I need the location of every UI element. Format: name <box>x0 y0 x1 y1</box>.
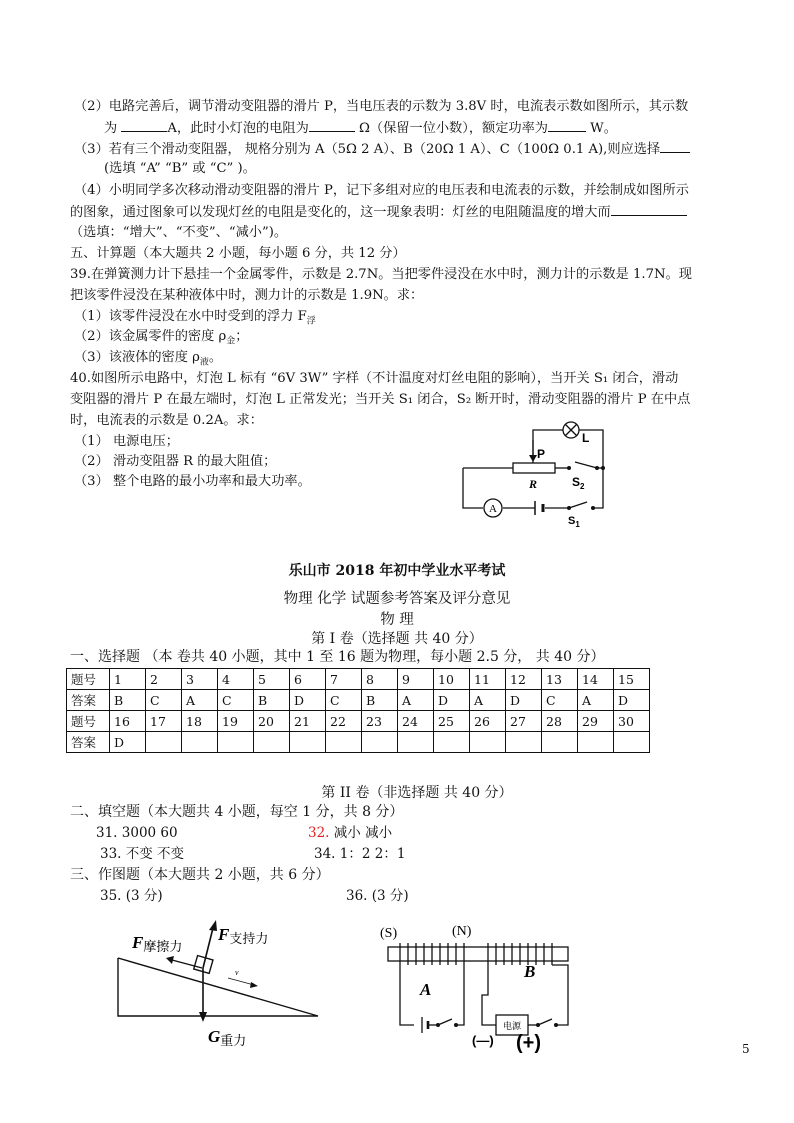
table-cell: 3 <box>182 669 218 690</box>
q38-part4-line3: （选填：“增大”、“不变”、“减小”)。 <box>70 225 288 240</box>
table-cell: 23 <box>362 711 398 732</box>
row-label: 答案 <box>67 690 110 711</box>
ammeter-icon <box>484 499 502 517</box>
q38-part4-line2: 的图象，通过图象可以发现灯丝的电阻是变化的，这一现象表明：灯丝的电阻随温度的增大而 <box>70 203 687 222</box>
table-cell: 13 <box>542 669 578 690</box>
q38-part3-line1: （3）若有三个滑动变阻器， 规格分别为 A（5Ω 2 A）、B（20Ω 1 A）、C（100Ω 0.1 A),则应选择 <box>74 140 690 159</box>
fig35-incline-diagram <box>110 918 330 1048</box>
svg-text:电源: 电源 <box>502 1022 522 1032</box>
table-cell <box>470 732 506 753</box>
volume2-heading: 第 II 卷（非选择题 共 40 分） <box>321 785 513 801</box>
table-cell: B <box>362 690 398 711</box>
table-cell <box>578 732 614 753</box>
table-cell <box>398 732 434 753</box>
table-cell: D <box>506 690 542 711</box>
answer-blank[interactable] <box>548 119 586 132</box>
table-row <box>67 711 650 732</box>
table-cell: 19 <box>218 711 254 732</box>
section5-heading: 五、计算题（本大题共 2 小题，每小题 6 分，共 12 分） <box>70 246 406 261</box>
q38-part3-line2: (选填 “A” “B” 或 “C” )。 <box>104 161 256 176</box>
svg-text:F支持力: F支持力 <box>218 925 269 946</box>
table-cell <box>182 732 218 753</box>
battery-icon <box>535 501 543 515</box>
answer-blank[interactable] <box>611 203 687 216</box>
table-cell: 10 <box>434 669 470 690</box>
answer-blank[interactable] <box>121 119 167 132</box>
svg-text:B: B <box>524 962 536 981</box>
table-cell: 11 <box>470 669 506 690</box>
q38-part2-line2: 为 A，此时小灯泡的电阻为 Ω（保留一位小数），额定功率为 W。 <box>104 121 617 136</box>
table-cell: 1 <box>110 669 146 690</box>
table-cell: 14 <box>578 669 614 690</box>
q40-sub2: （2） 滑动变阻器 R 的最大阻值； <box>74 454 277 469</box>
iron-core <box>388 947 568 961</box>
table-cell <box>506 732 542 753</box>
table-cell: C <box>326 690 362 711</box>
svg-text:G重力: G重力 <box>208 1027 247 1048</box>
rheostat-symbol <box>513 463 555 473</box>
svg-text:R: R <box>529 477 538 491</box>
lamp-icon <box>563 422 579 438</box>
table-cell <box>614 732 650 753</box>
table-row <box>67 732 650 753</box>
answer-31: 31. 3000 60 <box>96 825 178 841</box>
table-cell: C <box>218 690 254 711</box>
table-cell: 6 <box>290 669 326 690</box>
answer-table <box>66 668 650 753</box>
q39-sub3: （3）该液体的密度 $\rho_液$。 <box>74 350 223 368</box>
table-cell: C <box>146 690 182 711</box>
volume1-heading: 第 I 卷（选择题 共 40 分） <box>311 631 483 647</box>
svg-text:(—): (—) <box>472 1033 494 1048</box>
q40-sub1: （1） 电源电压； <box>74 434 179 449</box>
fig36-electromagnet-diagram <box>378 915 598 1055</box>
table-cell: 28 <box>542 711 578 732</box>
draw-heading: 三、作图题（本大题共 2 小题，共 6 分） <box>70 867 330 883</box>
svg-text:S1: $S_1$ <box>568 515 580 528</box>
answer-35: 35. (3 分) <box>100 888 163 904</box>
q40-line2: 变阻器的滑片 P 在最左端时，灯泡 L 正常发光；当开关 S₁ 闭合，S₂ 断开时，滑动变阻器的滑片 P 在中点 <box>70 392 691 407</box>
q38-part4-line1: （4）小明同学多次移动滑动变阻器的滑片 P，记下多组对应的电压表和电流表的示数，并绘制成如图所示 <box>74 183 689 198</box>
slider-arrow-icon <box>529 455 537 462</box>
answers-subtitle: 物理 化学 试题参考答案及评分意见 <box>283 591 511 607</box>
answer-34: 34. 1：2 2：1 <box>314 846 406 862</box>
svg-text:(N): (N) <box>452 924 472 939</box>
table-cell: 12 <box>506 669 542 690</box>
table-cell: 2 <box>146 669 182 690</box>
table-row <box>67 669 650 690</box>
answers-title: 乐山市 2018 年初中学业水平考试 <box>288 563 506 579</box>
row-label: 答案 <box>67 732 110 753</box>
svg-text:P: P <box>537 447 546 461</box>
table-cell: 29 <box>578 711 614 732</box>
svg-text:A: A <box>420 980 432 999</box>
table-cell: A <box>470 690 506 711</box>
table-cell <box>146 732 182 753</box>
svg-text:S2: $S_2$ <box>572 475 585 491</box>
table-cell: 21 <box>290 711 326 732</box>
table-cell: D <box>614 690 650 711</box>
table-cell: 26 <box>470 711 506 732</box>
table-cell: 15 <box>614 669 650 690</box>
table-cell: 27 <box>506 711 542 732</box>
svg-text:v: v <box>235 968 239 977</box>
table-cell: A <box>398 690 434 711</box>
table-cell <box>542 732 578 753</box>
table-cell: 7 <box>326 669 362 690</box>
q40-line1: 40.如图所示电路中，灯泡 L 标有 “6V 3W” 字样（不计温度对灯丝电阻的影响），当开关 S₁ 闭合，滑动 <box>70 371 679 386</box>
q39-line1: 39.在弹簧测力计下悬挂一个金属零件，示数是 2.7N。当把零件浸没在水中时，测力计的示数是 1.7N。现 <box>70 267 692 282</box>
answer-blank[interactable] <box>309 119 355 132</box>
table-cell: D <box>290 690 326 711</box>
table-cell: A <box>578 690 614 711</box>
table-cell: B <box>254 690 290 711</box>
table-cell: A <box>182 690 218 711</box>
row-label: 题号 <box>67 711 110 732</box>
table-cell: 24 <box>398 711 434 732</box>
table-cell: 17 <box>146 711 182 732</box>
q40-circuit-diagram <box>455 420 615 528</box>
table-cell <box>434 732 470 753</box>
table-cell: 5 <box>254 669 290 690</box>
fill-heading: 二、填空题（本大题共 4 小题，每空 1 分，共 8 分） <box>70 804 404 820</box>
svg-text:F摩擦力: F摩擦力 <box>132 933 183 954</box>
q39-line2: 把该零件浸没在某种液体中时，测力计的示数是 1.9N。求： <box>70 288 424 303</box>
table-cell: 9 <box>398 669 434 690</box>
table-cell <box>218 732 254 753</box>
q39-sub2: （2）该金属零件的密度 $\rho_金$； <box>74 329 249 347</box>
table-cell: 4 <box>218 669 254 690</box>
answer-blank[interactable] <box>660 140 690 153</box>
table-cell: C <box>542 690 578 711</box>
answer-33: 33. 不变 不变 <box>100 846 185 862</box>
table-cell: 16 <box>110 711 146 732</box>
page-number: 5 <box>742 1042 750 1056</box>
svg-text:(+): (+) <box>516 1032 541 1054</box>
table-cell <box>290 732 326 753</box>
table-cell: 30 <box>614 711 650 732</box>
table-cell: 22 <box>326 711 362 732</box>
table-cell: D <box>434 690 470 711</box>
mc-heading: 一、选择题 （本 卷共 40 小题，其中 1 至 16 题为物理，每小题 2.5 分， 共 40 分） <box>70 649 605 665</box>
table-cell: B <box>110 690 146 711</box>
q38-part2-line1: （2）电路完善后，调节滑动变阻器的滑片 P，当电压表的示数为 3.8V 时，电流表示数如图所示，其示数 <box>74 99 689 114</box>
table-cell: D <box>110 732 146 753</box>
svg-text:(S): (S) <box>380 926 398 941</box>
svg-text:A: A <box>489 503 497 515</box>
table-cell: 20 <box>254 711 290 732</box>
q40-line3: 时，电流表的示数是 0.2A。求： <box>70 413 263 428</box>
row-label: 题号 <box>67 669 110 690</box>
table-cell <box>362 732 398 753</box>
table-cell: 8 <box>362 669 398 690</box>
svg-text:L: L <box>582 431 590 445</box>
q39-sub1: （1）该零件浸没在水中时受到的浮力 $F_浮$ <box>74 309 316 327</box>
table-cell <box>254 732 290 753</box>
table-row <box>67 690 650 711</box>
answers-subject: 物 理 <box>380 612 414 628</box>
q40-sub3: （3） 整个电路的最小功率和最大功率。 <box>74 474 311 489</box>
answer-36: 36. (3 分) <box>346 888 409 904</box>
answer-32: 32. 减小 减小 <box>308 825 393 841</box>
table-cell: 25 <box>434 711 470 732</box>
table-cell <box>326 732 362 753</box>
table-cell: 18 <box>182 711 218 732</box>
